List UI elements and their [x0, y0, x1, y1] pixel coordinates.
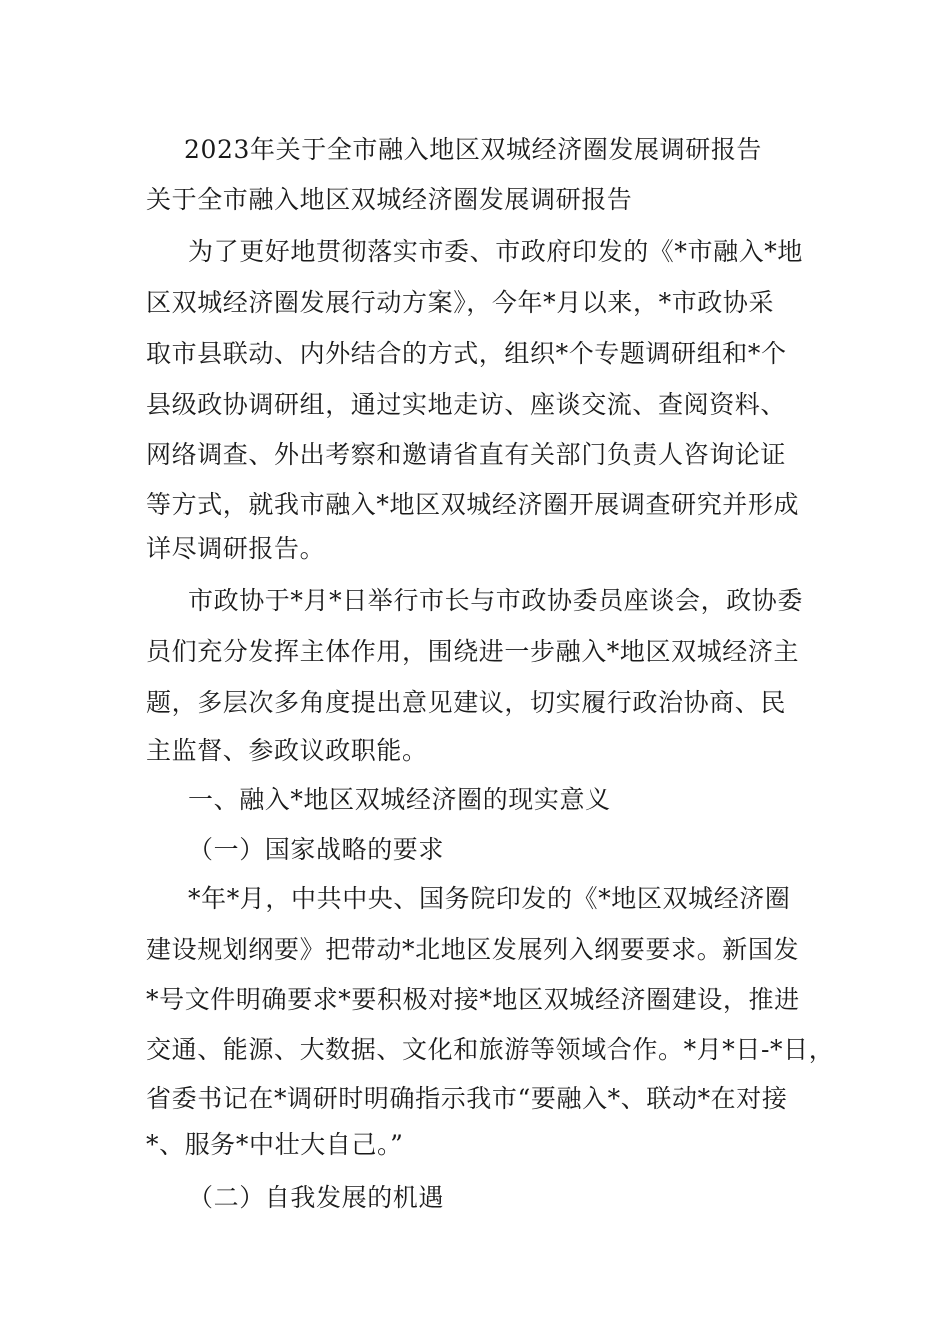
- paragraph-line: 详尽调研报告。: [146, 534, 326, 563]
- section-heading-1: 一、融入*地区双城经济圈的现实意义: [188, 785, 611, 814]
- paragraph-line: 员们充分发挥主体作用，围绕进一步融入*地区双城经济主: [146, 637, 800, 666]
- document-title: 2023年关于全市融入地区双城经济圈发展调研报告: [184, 135, 763, 164]
- paragraph-line: 等方式，就我市融入*地区双城经济圈开展调查研究并形成: [146, 490, 800, 519]
- document-subtitle: 关于全市融入地区双城经济圈发展调研报告: [146, 185, 633, 214]
- paragraph-line: *号文件明确要求*要积极对接*地区双城经济圈建设，推进: [146, 985, 800, 1014]
- paragraph-line: *、服务*中壮大自己。”: [146, 1130, 404, 1159]
- paragraph-line: 区双城经济圈发展行动方案》，今年*月以来，*市政协采: [146, 288, 775, 317]
- paragraph-line: 建设规划纲要》把带动*北地区发展列入纲要要求。新国发: [146, 935, 800, 964]
- paragraph-line: *年*月，中共中央、国务院印发的《*地区双城经济圈: [188, 884, 791, 913]
- paragraph-line: 省委书记在*调研时明确指示我市“要融入*、联动*在对接: [146, 1084, 788, 1113]
- paragraph-line: 取市县联动、内外结合的方式，组织*个专题调研组和*个: [146, 339, 787, 368]
- paragraph-line: 交通、能源、大数据、文化和旅游等领域合作。*月*日-*日，: [146, 1035, 835, 1064]
- paragraph-line: 市政协于*月*日举行市长与市政协委员座谈会，政协委: [188, 586, 804, 615]
- paragraph-line: 县级政协调研组，通过实地走访、座谈交流、查阅资料、: [146, 390, 787, 419]
- paragraph-line: 主监督、参政议政职能。: [146, 736, 428, 765]
- paragraph-line: 题，多层次多角度提出意见建议，切实履行政治协商、民: [146, 688, 787, 717]
- paragraph-line: 网络调查、外出考察和邀请省直有关部门负责人咨询论证: [146, 440, 787, 469]
- subsection-heading-1: （一）国家战略的要求: [188, 835, 445, 864]
- subsection-heading-2: （二）自我发展的机遇: [188, 1183, 445, 1212]
- paragraph-line: 为了更好地贯彻落实市委、市政府印发的《*市融入*地: [188, 237, 804, 266]
